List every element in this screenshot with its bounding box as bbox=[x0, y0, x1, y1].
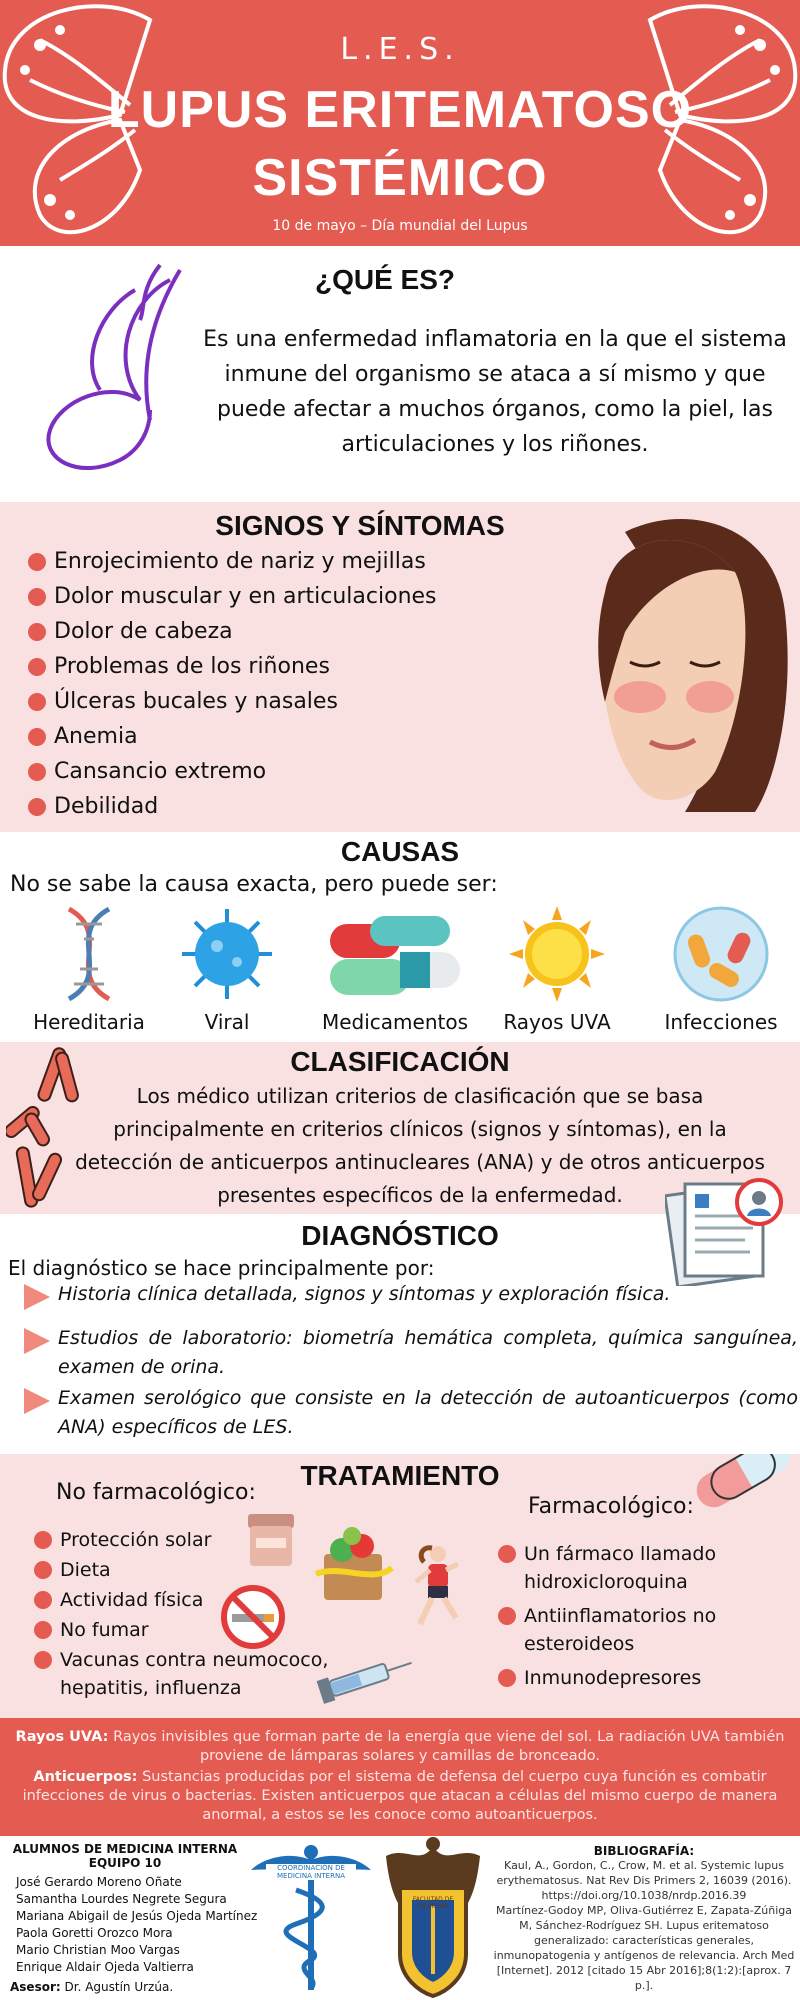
list-item: Estudios de laboratorio: biometría hemática completa, química sanguínea, examen de orina. bbox=[22, 1324, 800, 1382]
cause-rayos-uva bbox=[482, 904, 632, 1034]
cause-hereditaria bbox=[14, 904, 164, 1034]
list-item: Vacunas contra neumococo, hepatitis, influenza bbox=[34, 1646, 354, 1702]
cause-infecciones bbox=[646, 904, 796, 1034]
medicina-interna-logo bbox=[246, 1840, 376, 1996]
glossary-anticuerpos: Anticuerpos: Sustancias producidas por el sistema de defensa del cuerpo cuya función es combatir infecciones de virus o bacterias. Existen anticuerpos que atacan a células del mismo cuerpo de manera anormal, a estos se les conoce como autoanticuerpos. bbox=[22, 1769, 778, 1823]
list-item: Anemia bbox=[28, 719, 437, 754]
tratamiento-title: TRATAMIENTO bbox=[300, 1460, 500, 1491]
bullet-icon bbox=[28, 798, 46, 816]
no-farmacologico-list bbox=[34, 1526, 354, 1704]
healthy-food-icon bbox=[312, 1524, 394, 1604]
causas-title: CAUSAS bbox=[340, 836, 460, 867]
list-item: Dieta bbox=[34, 1556, 354, 1584]
cause-viral bbox=[152, 904, 302, 1034]
cause-label: Rayos UVA bbox=[503, 1010, 611, 1034]
member-list bbox=[16, 1874, 257, 1976]
bibliography bbox=[492, 1858, 796, 1993]
bullet-icon bbox=[28, 693, 46, 711]
capsule-icon bbox=[688, 1454, 798, 1516]
section-causas bbox=[0, 832, 800, 1042]
cause-medicamentos bbox=[320, 904, 470, 1034]
diagnostico-title: DIAGNÓSTICO bbox=[301, 1220, 499, 1251]
cause-label: Infecciones bbox=[664, 1010, 778, 1034]
list-item: Úlceras bucales y nasales bbox=[28, 684, 437, 719]
farmacologico-list bbox=[498, 1540, 728, 1694]
causas-intro: No se sabe la causa exacta, pero puede ser: bbox=[10, 872, 498, 897]
list-item: Antiinflamatorios no esteroideos bbox=[498, 1602, 728, 1658]
list-item: José Gerardo Moreno Oñate bbox=[16, 1875, 182, 1889]
cause-label: Medicamentos bbox=[321, 1010, 469, 1034]
no-smoking-icon bbox=[220, 1584, 286, 1650]
cause-label: Viral bbox=[204, 1010, 250, 1034]
facultad-medicina-seal bbox=[376, 1836, 490, 2000]
que-es-title: ¿QUÉ ES? bbox=[314, 264, 455, 295]
team-subtitle: EQUIPO 10 bbox=[88, 1856, 162, 1870]
team-title: ALUMNOS DE MEDICINA INTERNA bbox=[12, 1842, 238, 1856]
que-es-text: Es una enfermedad inflamatoria en la que el sistema inmune del organismo se ataca a sí mismo y que puede afectar a muchos órganos, como la piel, las articulaciones y los riñones. bbox=[203, 327, 787, 457]
bullet-icon bbox=[34, 1651, 52, 1669]
list-item: Samantha Lourdes Negrete Segura bbox=[16, 1892, 227, 1906]
arrow-right-icon bbox=[22, 1282, 52, 1312]
header-date: 10 de mayo – Día mundial del Lupus bbox=[272, 218, 528, 234]
bullet-icon bbox=[28, 658, 46, 676]
seal-text: FACULTAD DE MEDICINA bbox=[412, 1896, 454, 1910]
medical-report-icon bbox=[665, 1176, 789, 1286]
bullet-icon bbox=[28, 728, 46, 746]
diagnostico-intro: El diagnóstico se hace principalmente por: bbox=[8, 1256, 435, 1280]
bullet-icon bbox=[498, 1669, 516, 1687]
list-item: Dolor muscular y en articulaciones bbox=[28, 579, 437, 614]
clasificacion-title: CLASIFICACIÓN bbox=[290, 1046, 510, 1077]
bullet-icon bbox=[34, 1621, 52, 1639]
header-banner bbox=[0, 0, 800, 246]
reference-2: Martínez-Godoy MP, Oliva-Gutiérrez E, Zapata-Zúñiga M, Sánchez-Rodríguez SH. Lupus eritematoso generalizado: características generales, inmunopatogenia y antígenos de relevancia. Arch Med [Internet]. 2012 [citado 15 Abr 2016];8(1:2):[aprox. 7 p.]. bbox=[493, 1904, 795, 1992]
reference-1: Kaul, A., Gordon, C., Crow, M. et al. Systemic lupus erythematosus. Nat Rev Dis Primers 2, 16039 (2016). https://doi.org/10.1038/nrdp.2016.39 bbox=[496, 1859, 792, 1902]
section-que-es bbox=[0, 250, 800, 502]
section-tratamiento bbox=[0, 1454, 800, 1718]
list-item: Mario Christian Moo Vargas bbox=[16, 1943, 180, 1957]
bullet-icon bbox=[34, 1591, 52, 1609]
butterfly-outline-icon bbox=[40, 260, 200, 490]
dna-icon bbox=[14, 904, 164, 1004]
list-item: Un fármaco llamado hidroxicloroquina bbox=[498, 1540, 728, 1596]
arrow-right-icon bbox=[22, 1386, 52, 1416]
no-farmacologico-label: No farmacológico: bbox=[56, 1480, 256, 1505]
header-acronym: L.E.S. bbox=[340, 32, 460, 67]
section-glosario bbox=[0, 1718, 800, 1836]
list-item: Mariana Abigail de Jesús Ojeda Martínez bbox=[16, 1909, 258, 1923]
list-item: Paola Goretti Orozco Mora bbox=[16, 1926, 173, 1940]
bacteria-icon bbox=[646, 904, 796, 1004]
clasificacion-text: Los médico utilizan criterios de clasificación que se basa principalmente en criterios clínicos (signos y síntomas), en la detección de anticuerpos antinucleares (ANA) y de otros anticuerpos presentes específicos de la enfermedad. bbox=[75, 1084, 765, 1207]
bullet-icon bbox=[28, 763, 46, 781]
list-item: Debilidad bbox=[28, 789, 437, 824]
bullet-icon bbox=[28, 588, 46, 606]
list-item: Protección solar bbox=[34, 1526, 354, 1554]
arrow-right-icon bbox=[22, 1326, 52, 1356]
list-item: Historia clínica detallada, signos y síntomas y exploración física. bbox=[22, 1280, 800, 1312]
pills-icon bbox=[320, 904, 470, 1004]
farmacologico-label: Farmacológico: bbox=[528, 1494, 694, 1519]
advisor: Asesor: Dr. Agustín Urzúa. bbox=[10, 1980, 174, 1994]
list-item: Examen serológico que consiste en la detección de autoanticuerpos (como ANA) específicos de LES. bbox=[22, 1384, 800, 1442]
list-item: Problemas de los riñones bbox=[28, 649, 437, 684]
list-item: Dolor de cabeza bbox=[28, 614, 437, 649]
virus-icon bbox=[152, 904, 302, 1004]
sun-icon bbox=[482, 904, 632, 1004]
sunscreen-icon bbox=[244, 1510, 298, 1570]
header-title-line1: LUPUS ERITEMATOSO bbox=[107, 81, 693, 139]
bullet-icon bbox=[28, 623, 46, 641]
section-signos bbox=[0, 502, 800, 832]
bullet-icon bbox=[34, 1561, 52, 1579]
list-item: Actividad física bbox=[34, 1586, 354, 1614]
eagle-seal-icon bbox=[376, 1836, 490, 2000]
logo-text: COORDINACIÓN DE MEDICINA INTERNA bbox=[266, 1864, 356, 1880]
bullet-icon bbox=[34, 1531, 52, 1549]
vaccine-syringe-icon bbox=[310, 1650, 420, 1706]
bullet-icon bbox=[498, 1545, 516, 1563]
cause-label: Hereditaria bbox=[33, 1010, 145, 1034]
glossary-rayos-uva: Rayos UVA: Rayos invisibles que forman parte de la energía que viene del sol. La radiación UVA también proviene de lámparas solares y camillas de bronceado. bbox=[15, 1729, 785, 1764]
bibliography-title: BIBLIOGRAFÍA: bbox=[593, 1844, 695, 1858]
list-item: Cansancio extremo bbox=[28, 754, 437, 789]
list-item: Inmunodepresores bbox=[498, 1664, 728, 1692]
runner-icon bbox=[412, 1544, 462, 1634]
signos-title: SIGNOS Y SÍNTOMAS bbox=[215, 510, 505, 541]
bullet-icon bbox=[498, 1607, 516, 1625]
symptom-list bbox=[28, 544, 437, 824]
bullet-icon bbox=[28, 553, 46, 571]
list-item: Enrojecimiento de nariz y mejillas bbox=[28, 544, 437, 579]
header-title-line2: SISTÉMICO bbox=[252, 149, 548, 207]
list-item: Enrique Aldair Ojeda Valtierra bbox=[16, 1960, 194, 1974]
list-item: No fumar bbox=[34, 1616, 354, 1644]
footer bbox=[0, 1836, 800, 2000]
woman-face-illustration-icon bbox=[565, 512, 795, 822]
